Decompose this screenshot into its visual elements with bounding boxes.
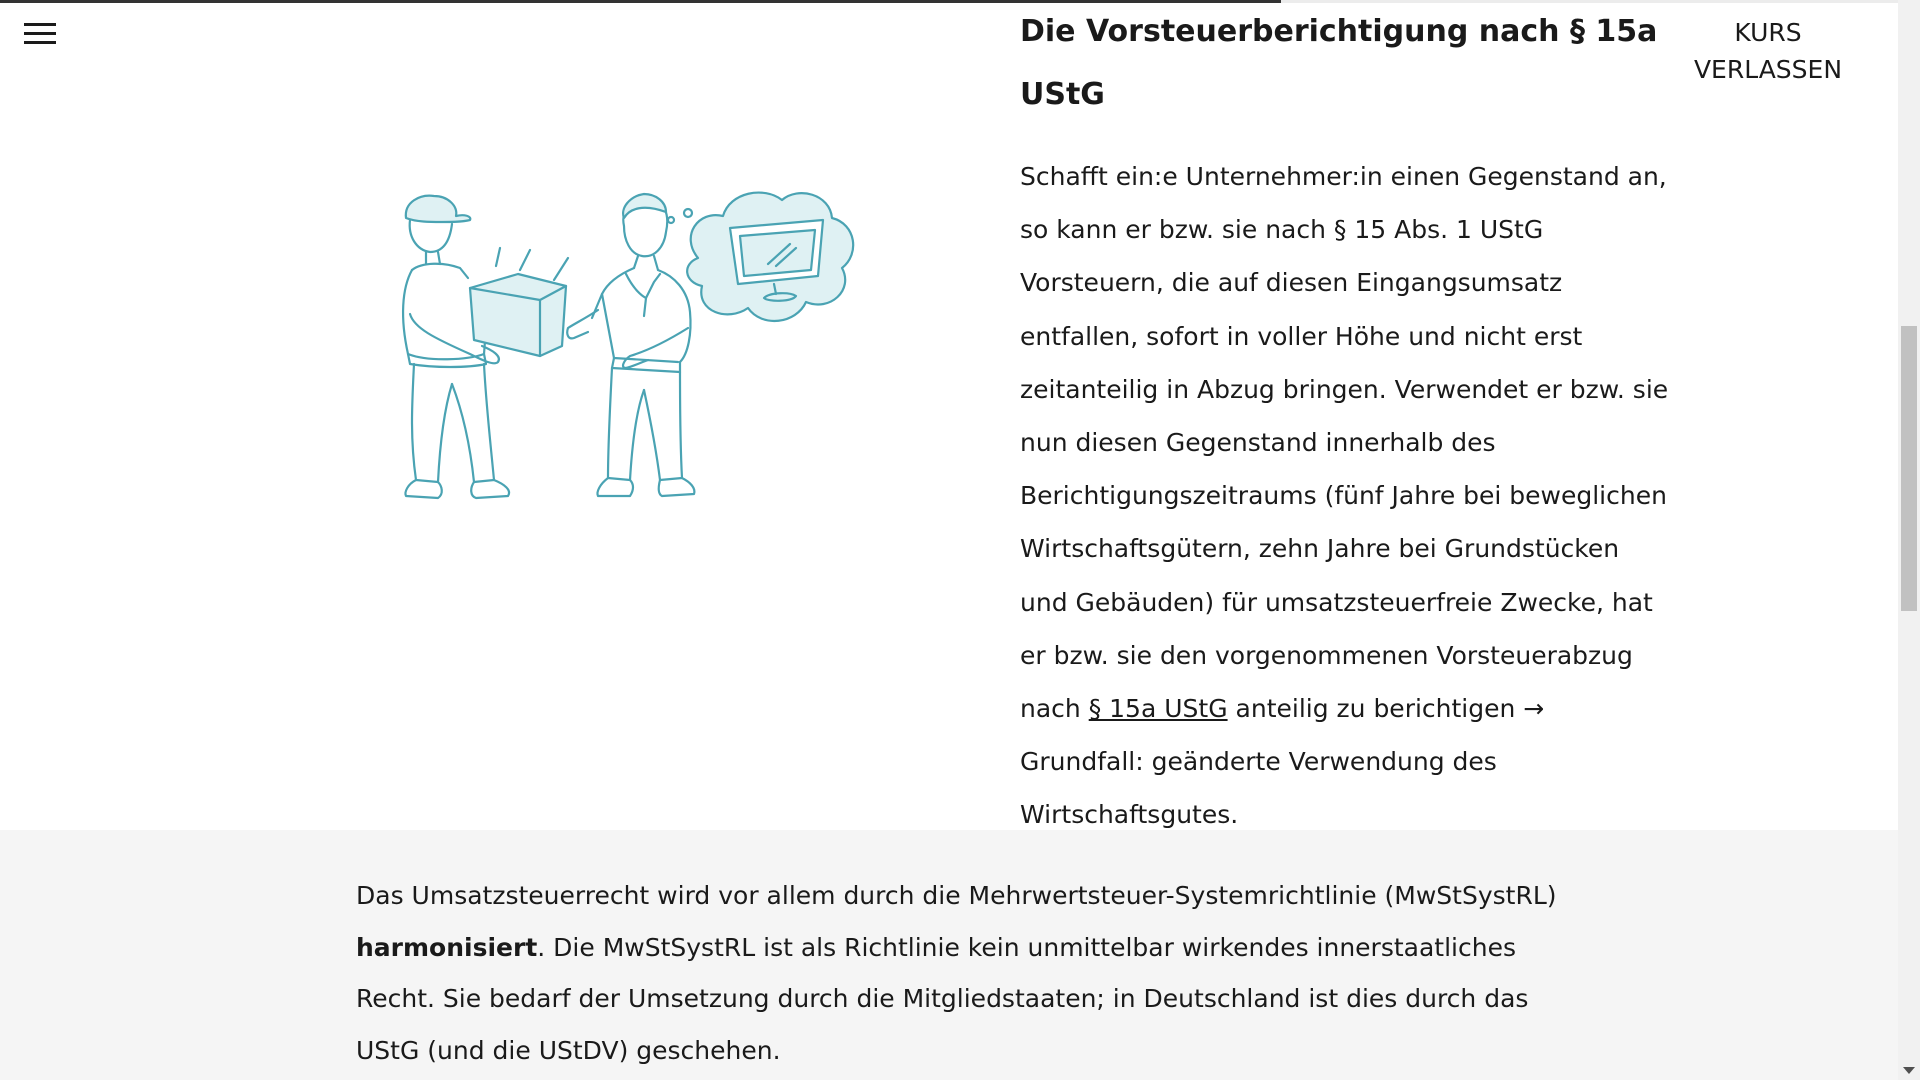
vertical-scrollbar[interactable] — [1898, 0, 1920, 1080]
handover-illustration-svg — [398, 178, 868, 558]
hamburger-line — [24, 23, 56, 26]
scroll-down-arrow-icon[interactable] — [1903, 1067, 1915, 1074]
info-text-part1: Das Umsatzsteuerrecht wird vor allem durch die Mehrwertsteuer-Systemrichtlinie (MwStSystRL) — [356, 881, 1557, 910]
info-text-bold: harmonisiert — [356, 932, 538, 962]
lesson-content — [1020, 0, 1670, 842]
thought-dot-medium — [684, 209, 692, 217]
body-text-part2: anteilig zu berichtigen → Grundfall: geänderte Verwendung des Wirtschaftsgutes. — [1020, 694, 1545, 830]
exit-course-label-line1: KURS — [1734, 18, 1802, 47]
info-section-text — [356, 870, 1576, 1076]
exit-course-label-line2: VERLASSEN — [1693, 55, 1843, 84]
section-body — [1020, 150, 1670, 842]
scrollbar-thumb[interactable] — [1901, 326, 1917, 611]
section-title: Die Vorsteuerberichtigung nach § 15a UStG — [1020, 14, 1658, 112]
exit-course-button[interactable] — [1680, 14, 1856, 88]
hamburger-line — [24, 41, 56, 44]
info-text-part2: . Die MwStSystRL ist als Richtlinie kein unmittelbar wirkendes innerstaatliches Recht. Sie bedarf der Umsetzung durch die Mitgliedstaaten; in Deutschland ist dies durch das UStG (und die UStDV) geschehen. — [356, 932, 1529, 1065]
thought-dot-small — [668, 217, 674, 223]
body-text-part1: Schafft ein:e Unternehmer:in einen Gegenstand an, so kann er bzw. sie nach § 15 Abs. 1 UStG Vorsteuern, die auf diesen Eingangsumsatz entfallen, sofort in voller Höhe und nicht erst zeitanteilig in Abzug bringen. Verwendet er bzw. sie nun diesen Gegenstand innerhalb des Berichtigungszeitraums (fünf Jahre bei beweglichen Wirtschaftsgütern, zehn Jahre bei Grundstücken und Gebäuden) für umsatzsteuerfreie Zwecke, hat er bzw. sie den vorgenommenen Vorsteuerabzug nach — [1020, 162, 1669, 724]
hamburger-line — [24, 32, 56, 35]
law-reference-link[interactable]: § 15a UStG — [1088, 694, 1228, 724]
hamburger-menu-icon[interactable] — [22, 20, 58, 48]
person-cap — [406, 196, 470, 222]
person-head — [410, 220, 452, 252]
person-torso — [412, 264, 468, 278]
handover-box-illustration — [398, 178, 868, 558]
